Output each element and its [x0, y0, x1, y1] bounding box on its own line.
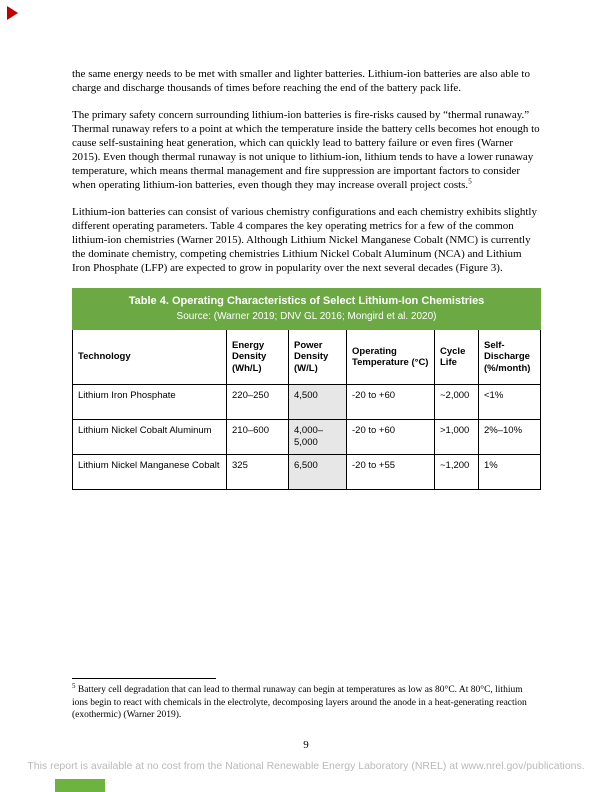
table-source: Source: (Warner 2019; DNV GL 2016; Mongird et al. 2020) [176, 311, 437, 322]
annotation-triangle-icon [7, 6, 18, 20]
column-header-technology: Technology [73, 330, 227, 385]
table-cell: 4,500 [289, 385, 347, 420]
table-title-cell [73, 289, 541, 330]
footnote-number: 5 [72, 681, 76, 690]
page-content [72, 67, 540, 490]
table-cell: ~2,000 [435, 385, 479, 420]
footnote-reference: 5 [468, 177, 472, 186]
table-cell: 1% [479, 455, 541, 490]
column-header-power-density: Power Density (W/L) [289, 330, 347, 385]
table-cell: Lithium Nickel Manganese Cobalt [73, 455, 227, 490]
table-cell: Lithium Nickel Cobalt Aluminum [73, 420, 227, 455]
table-cell: 325 [227, 455, 289, 490]
table-cell: 4,000–5,000 [289, 420, 347, 455]
table-cell: Lithium Iron Phosphate [73, 385, 227, 420]
table-cell: ~1,200 [435, 455, 479, 490]
column-header-self-discharge: Self-Discharge (%/month) [479, 330, 541, 385]
column-header-operating-temperature: Operating Temperature (°C) [347, 330, 435, 385]
table-cell: 210–600 [227, 420, 289, 455]
table-row [73, 385, 541, 420]
table-row [73, 455, 541, 490]
page-number: 9 [303, 739, 309, 751]
body-paragraph-2 [72, 108, 540, 192]
table-header-row [73, 330, 541, 385]
body-paragraph-2-text: The primary safety concern surrounding lithium-ion batteries is fire-risks caused by “thermal runaway.” Thermal runaway refers to a point at which the temperature inside the battery cells becomes hot enough to cause self-sustaining heat generation, which can quickly lead to battery failure or even fires (Warner 2015). Even though thermal runaway is not unique to lithium-ion, lithium tends to have a lower runaway temperature, which means thermal management and fire suppression are important factors to consider when operating lithium-ion batteries, even though they may increase overall project costs. [72, 109, 540, 191]
footnote-text [72, 681, 540, 722]
table-row [73, 420, 541, 455]
table-cell: >1,000 [435, 420, 479, 455]
report-availability-footer: This report is available at no cost from the National Renewable Energy Laboratory (NREL) at www.nrel.gov/publications. [27, 760, 585, 772]
table-cell: -20 to +60 [347, 385, 435, 420]
table-cell: -20 to +55 [347, 455, 435, 490]
table-title-row [73, 289, 541, 330]
operating-characteristics-table [72, 288, 541, 490]
table-cell: 2%–10% [479, 420, 541, 455]
footnote-body: Battery cell degradation that can lead to thermal runaway can begin at temperatures as low as 80°C. At 80°C, lithium ions begin to react with chemicals in the electrolyte, decomposing layers around the anode in a heat-generating reaction (exothermic) (Warner 2019). [72, 685, 527, 720]
body-paragraph-3: Lithium-ion batteries can consist of various chemistry configurations and each chemistry exhibits slightly different operating parameters. Table 4 compares the key operating metrics for a few of the common lithium-ion chemistries (Warner 2015). Although Lithium Nickel Manganese Cobalt (NMC) is currently the dominate chemistry, competing chemistries Lithium Nickel Cobalt Aluminum (NCA) and Lithium Iron Phosphate (LFP) are expected to grow in popularity over the next several decades (Figure 3). [72, 206, 537, 274]
column-header-energy-density: Energy Density (Wh/L) [227, 330, 289, 385]
body-paragraph-1: the same energy needs to be met with smaller and lighter batteries. Lithium-ion batteries are also able to charge and discharge thousands of times before reaching the end of the battery pack life. [72, 68, 530, 94]
table-title: Table 4. Operating Characteristics of Select Lithium-Ion Chemistries [128, 295, 485, 307]
table-cell: <1% [479, 385, 541, 420]
footnote-area [72, 678, 540, 722]
nrel-logo-fragment [55, 779, 105, 792]
table-cell: 6,500 [289, 455, 347, 490]
table-cell: -20 to +60 [347, 420, 435, 455]
column-header-cycle-life: Cycle Life [435, 330, 479, 385]
footnote-divider [72, 678, 216, 679]
table-cell: 220–250 [227, 385, 289, 420]
